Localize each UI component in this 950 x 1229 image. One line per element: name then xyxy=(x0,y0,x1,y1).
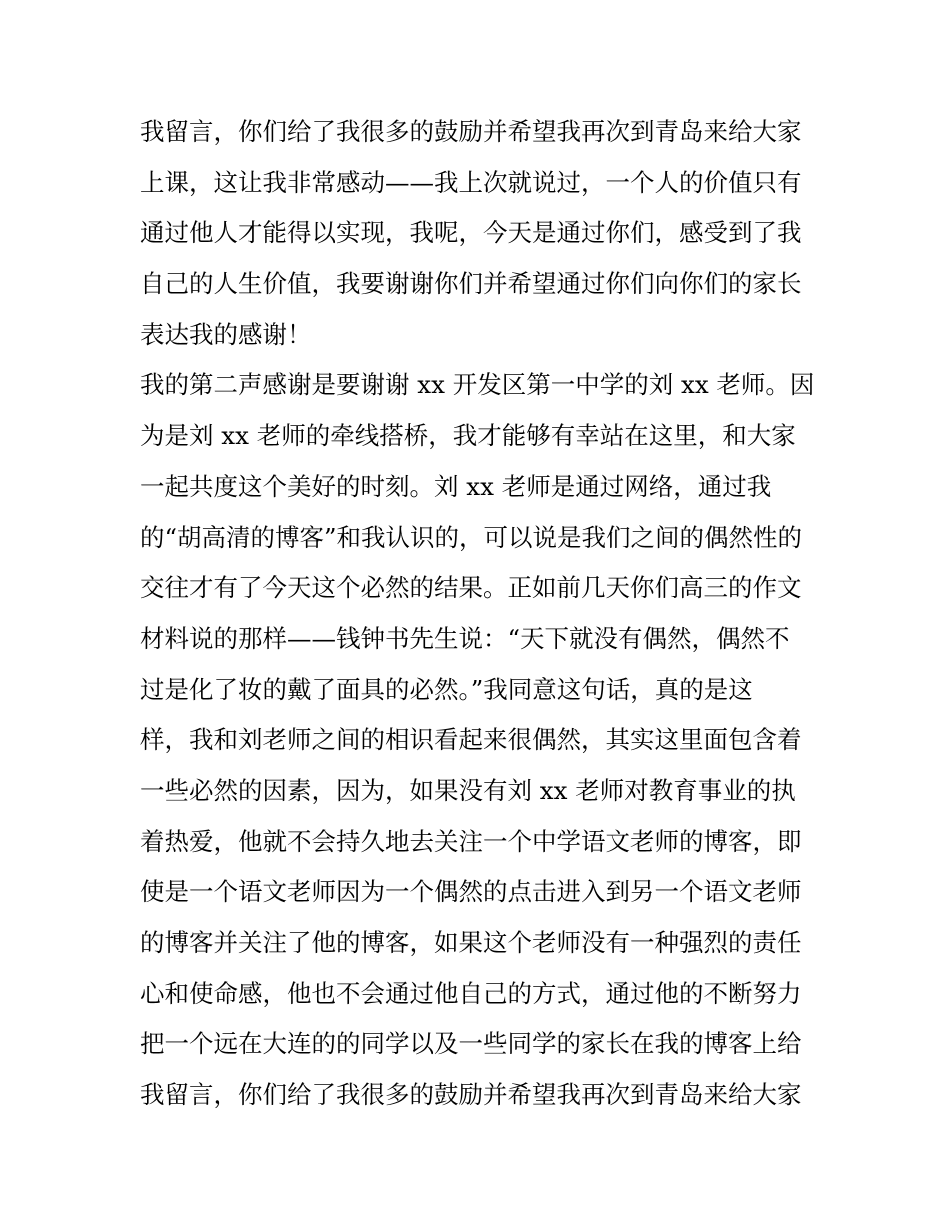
text-line: 上课，这让我非常感动——我上次就说过，一个人的价值只有 xyxy=(140,167,802,197)
text-line: 把一个远在大连的的同学以及一些同学的家长在我的博客上给 xyxy=(140,1029,802,1059)
text-line: 我留言，你们给了我很多的鼓励并希望我再次到青岛来给大家 xyxy=(140,1080,802,1110)
text-line: 为是刘 xx 老师的牵线搭桥，我才能够有幸站在这里，和大家 xyxy=(140,421,796,451)
body-text xyxy=(140,107,820,1121)
text-line: 一起共度这个美好的时刻。刘 xx 老师是通过网络，通过我 xyxy=(140,471,772,501)
text-line: 样，我和刘老师之间的相识看起来很偶然，其实这里面包含着 xyxy=(140,725,802,755)
text-line: 的博客并关注了他的博客，如果这个老师没有一种强烈的责任 xyxy=(140,928,802,957)
text-line: 使是一个语文老师因为一个偶然的点击进入到另一个语文老师 xyxy=(140,877,802,907)
text-line: 我留言，你们给了我很多的鼓励并希望我再次到青岛来给大家 xyxy=(140,117,802,146)
text-line: 我的第二声感谢是要谢谢 xx 开发区第一中学的刘 xx 老师。因 xyxy=(140,370,815,400)
text-line: 交往才有了今天这个必然的结果。正如前几天你们高三的作文 xyxy=(140,573,802,603)
text-line: 表达我的感谢！ xyxy=(140,319,312,349)
text-line: 材料说的那样——钱钟书先生说：“天下就没有偶然，偶然不 xyxy=(140,623,790,653)
text-line: 的“胡高清的博客”和我认识的，可以说是我们之间的偶然性的 xyxy=(140,522,803,552)
text-line: 自己的人生价值，我要谢谢你们并希望通过你们向你们的家长 xyxy=(140,269,802,299)
text-line: 通过他人才能得以实现，我呢，今天是通过你们，感受到了我 xyxy=(140,218,802,248)
text-line: 心和使命感，他也不会通过他自己的方式，通过他的不断努力 xyxy=(140,978,802,1008)
text-line: 着热爱，他就不会持久地去关注一个中学语文老师的博客，即 xyxy=(140,826,802,856)
text-line: 过是化了妆的戴了面具的必然。”我同意这句话，真的是这 xyxy=(140,674,753,704)
text-line: 一些必然的因素，因为，如果没有刘 xx 老师对教育事业的执 xyxy=(140,775,796,805)
